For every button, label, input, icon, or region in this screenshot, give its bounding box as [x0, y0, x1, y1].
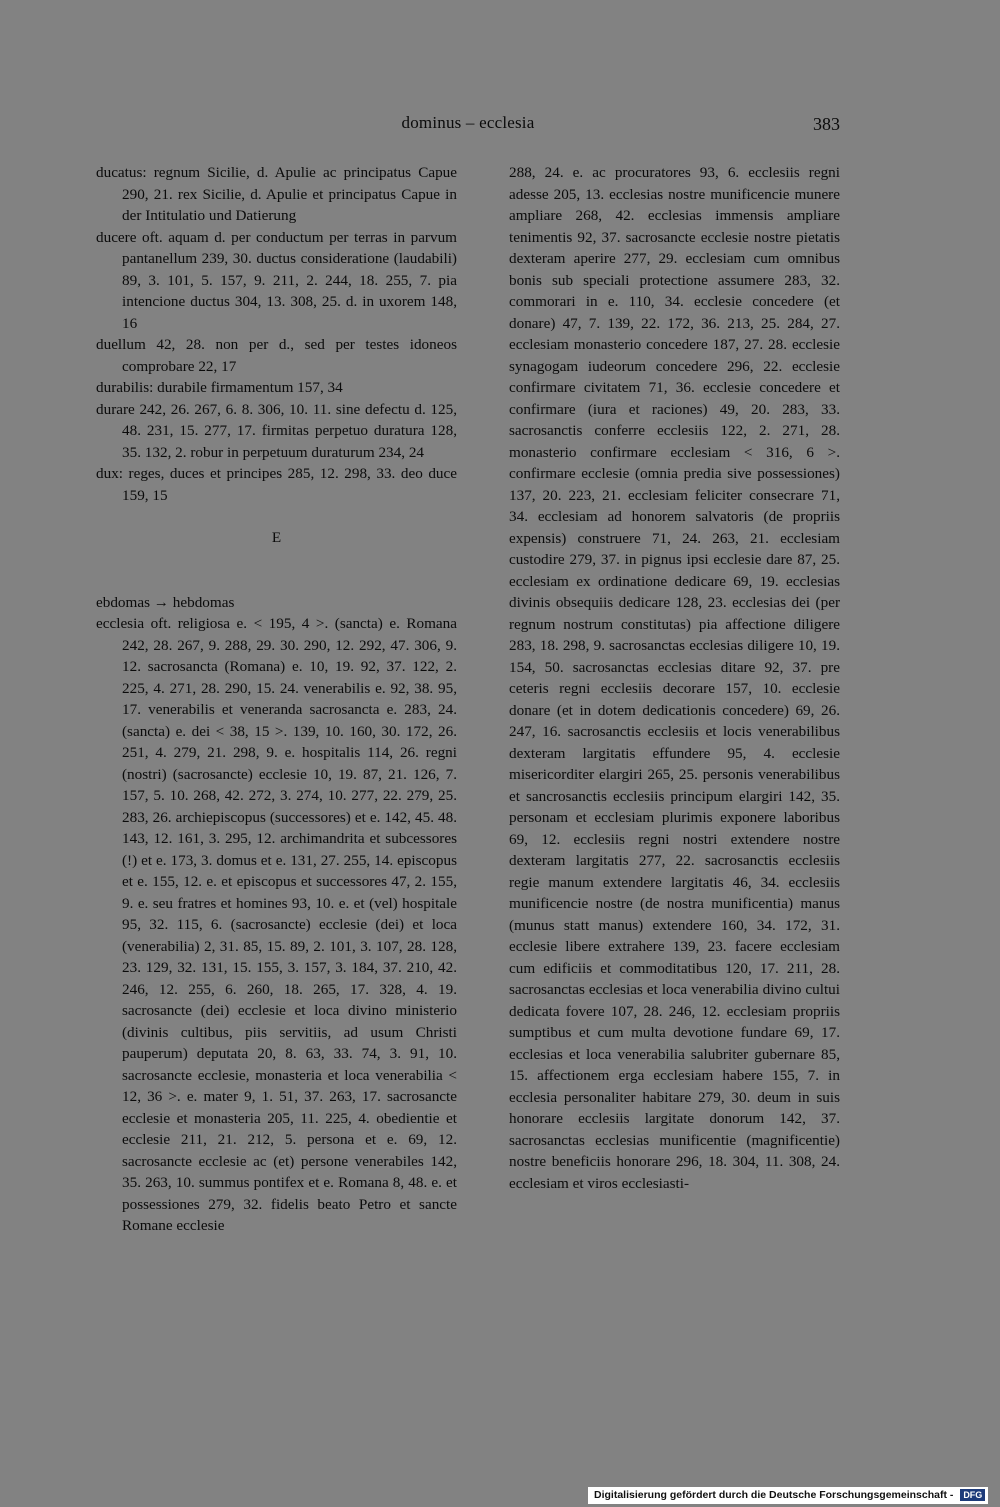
section-gap: [96, 571, 457, 592]
index-entry: ducere oft. aquam d. per conductum per terras in parvum pantanellum 239, 30. ductus consideratione (laudabili) 89, 3. 101, 5. 157, 9. 211, 2. 244, 18. 255, 7. pia intencione ductus 304, 13. 308, 25. d. in uxorem 148, 16: [96, 228, 457, 332]
right-column: [509, 162, 840, 1194]
index-entry: ducatus: regnum Sicilie, d. Apulie ac principatus Capue 290, 21. rex Sicilie, d. Apulie et principatus Capue in der Intitulatio und Datierung: [96, 164, 457, 224]
left-column: [96, 162, 457, 1237]
index-entry: ecclesia oft. religiosa e. < 195, 4 >. (sancta) e. Romana 242, 28. 267, 9. 288, 29. 30. 290, 12. 292, 47. 306, 9. 12. sacrosancta (Romana) e. 10, 19. 92, 37. 122, 2. 225, 4. 271, 28. 290, 15. 24. venerabilis e. 92, 38. 95, 17. venerabilis et veneranda sacrosancta e. 283, 24. (sancta) e. dei < 38, 15 >. 139, 10. 160, 30. 172, 26. 251, 4. 279, 21. 298, 9. e. hospitalis 114, 26. regni (nostri) (sacrosancte) ecclesie 10, 19. 87, 21. 126, 7. 157, 5. 10. 268, 42. 272, 3. 274, 10. 277, 22. 279, 25. 283, 26. archiepiscopus (successores) et e. 142, 45. 48. 143, 12. 161, 3. 295, 12. archimandrita et subcessores (!) et e. 173, 3. domus et e. 131, 27. 255, 14. episcopus et e. 155, 12. e. et episcopus et successores 47, 2. 155, 9. e. seu fratres et homines 93, 10. e. et (vel) hospitale 95, 32. 115, 6. (sacrosancte) ecclesie (dei) et loca (venerabilia) 2, 31. 85, 15. 89, 2. 101, 3. 107, 28. 128, 23. 129, 32. 131, 15. 155, 3. 157, 3. 184, 37. 210, 42. 246, 12. 255, 6. 260, 18. 265, 17. 328, 4. 19. sacrosancte (dei) ecclesie et loca divino ministerio (divinis cultibus, piis servitiis, ad usum Christi pauperum) deputata 20, 8. 63, 33. 74, 3. 91, 10. sacrosancte ecclesie, monasteria et loca venerabilia < 12, 36 >. e. mater 9, 1. 51, 37. 263, 17. sacrosancte ecclesie et monasteria 205, 11. 225, 4. obedientie et ecclesie 211, 21. 212, 5. persona et e. 69, 12. sacrosancte ecclesie ac (et) persone venerabiles 142, 35. 263, 10. summus pontifex et e. Romana 8, 48. e. et possessiones 279, 32. fidelis beato Petro et sancte Romane ecclesie: [96, 615, 457, 1234]
section-letter: E: [271, 529, 282, 546]
index-entry: durare 242, 26. 267, 6. 8. 306, 10. 11. sine defectu d. 125, 48. 231, 15. 277, 17. firmitas perpetuo duratura 128, 35. 132, 2. robur in perpetuum duraturum 234, 24: [96, 400, 457, 461]
index-entry-continuation: 288, 24. e. ac procuratores 93, 6. ecclesiis regni adesse 205, 13. ecclesias nostre munificencie munere ampliare 268, 42. ecclesias immensis ampliare tenimentis 92, 37. sacrosancte ecclesie nostre pietatis dexteram aperire 277, 29. ecclesiam cum omnibus bonis sub speciali protectione assumere 283, 32. commorari in e. 110, 34. ecclesie concedere (et donare) 47, 7. 139, 22. 172, 36. 213, 25. 284, 27. ecclesiam monasterio concedere 187, 27. 28. ecclesie synagogam iudeorum concedere 296, 22. ecclesie confirmare civitatem 71, 36. ecclesie concedere et confirmare (iura et raciones) 49, 20. 283, 33. sacrosanctis conferre ecclesiis 122, 2. 271, 28. monasterio confirmare ecclesiam < 316, 6 >. confirmare ecclesie (omnia predia sive possessiones) 137, 20. 223, 21. ecclesiam feliciter consecrare 71, 34. ecclesiam ad honorem salvatoris (de propriis expensis) construere 71, 24. 263, 21. ecclesiam custodire 279, 37. in pignus ipsi ecclesie dare 87, 25. ecclesiam ex ordinatione dedicare 69, 19. ecclesias divinis obsequiis dedicare 128, 23. ecclesias dei (per regnum nostrum constitutas) pia affectione diligere 283, 18. 298, 9. sacrosanctas ecclesias diligere 10, 19. 154, 50. sacrosanctas ecclesias ditare 92, 37. pre ceteris regni ecclesiis decorare 157, 10. ecclesie donare (et in dotem dedicationis concedere) 69, 26. 247, 16. sacrosanctis ecclesiis et locis venerabilibus dexteram largitatis effundere 95, 4. ecclesie misericorditer elargiri 265, 25. personis venerabilibus et sancrosanctis ecclesiis principum elargiri 142, 35. personam et ecclesiam plurimis exponere laboribus 69, 12. ecclesiis regni nostri extendere nostre dexteram largitatis 277, 22. sacrosanctis ecclesiis regie manum extendere largitatis 46, 34. ecclesiis munificencie nostre (de nostra munificentia) manus (munus statt manus) extendere 160, 34. 172, 31. ecclesie libere extrahere 139, 23. facere ecclesiam cum edificiis et commoditatibus 120, 17. 211, 28. sacrosanctas ecclesias et loca venerabilia divino cultui dedicata fovere 107, 28. 246, 12. ecclesiam propriis sumptibus et cum multa devotione fundare 69, 17. ecclesias et loca venerabilia salubriter gubernare 85, 15. affectionem erga ecclesiam habere 155, 7. in ecclesia personaliter habitare 279, 30. deum in suis honorare ecclesiis largitate donorum 142, 37. sacrosanctas ecclesias munificentie (magnificentie) nostre beneficiis honorare 296, 18. 304, 11. 308, 24. ecclesiam et viros ecclesiasti-: [509, 164, 840, 1192]
page-number: 383: [813, 114, 840, 134]
dfg-logo-icon: DFG: [960, 1489, 985, 1501]
footer-text: Digitalisierung gefördert durch die Deutsche Forschungsgemeinschaft -: [594, 1489, 954, 1501]
index-entry: duellum 42, 28. non per d., sed per testes idoneos comprobare 22, 17: [96, 336, 457, 375]
index-entry: dux: reges, duces et principes 285, 12. 298, 33. deo duce 159, 15: [96, 465, 457, 504]
funding-footer: [588, 1487, 988, 1504]
page-header-title: dominus – ecclesia: [401, 113, 535, 132]
index-entry: durabilis: durabile firmamentum 157, 34: [96, 379, 343, 396]
index-entry: ebdomas → hebdomas: [96, 593, 235, 611]
